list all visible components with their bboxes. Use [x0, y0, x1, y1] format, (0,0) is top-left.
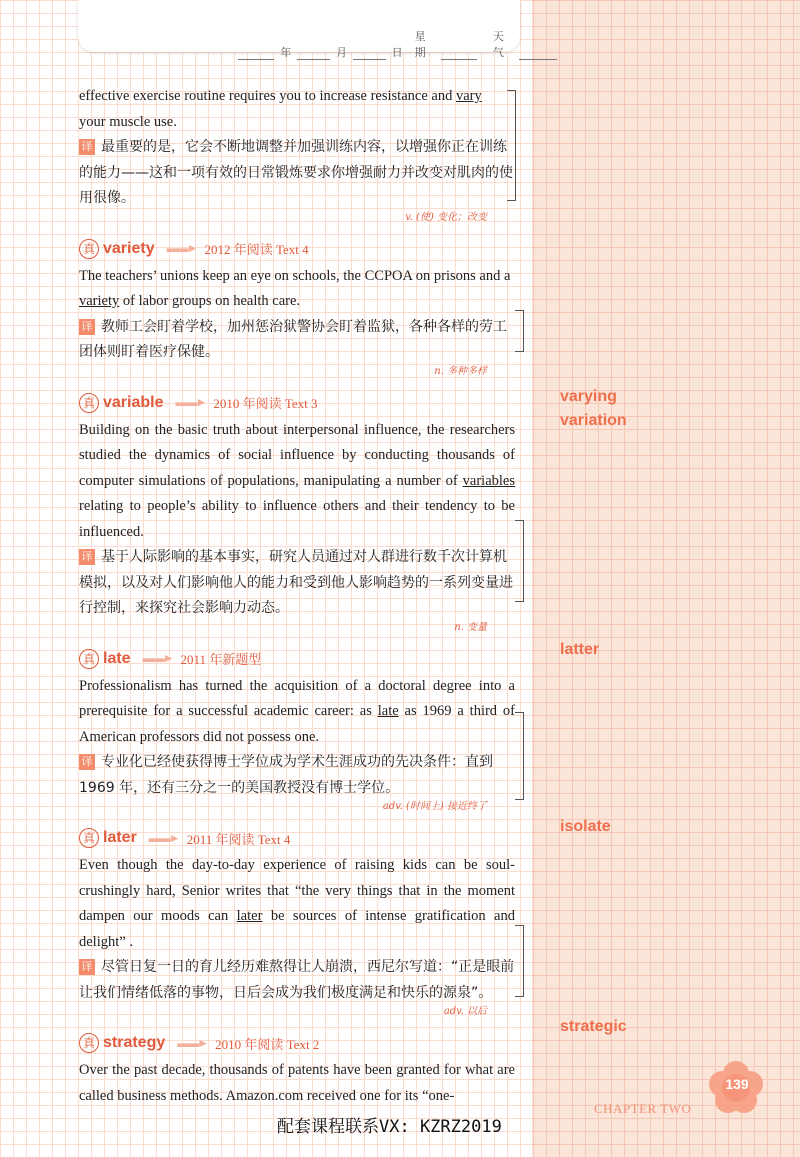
entry-source: 2012 年阅读 Text 4	[204, 242, 309, 257]
month-label: 月	[335, 46, 347, 59]
arrow-icon: ▬▬►	[166, 241, 197, 255]
zhen-badge: 真	[79, 649, 99, 669]
entry-heading	[79, 1032, 515, 1054]
entry-word: late	[103, 649, 131, 667]
zhen-badge: 真	[79, 1033, 99, 1053]
entry-keyword: late	[377, 703, 399, 719]
day-label: 日	[391, 46, 403, 59]
entry-translation: 译 基于人际影响的基本事实，研究人员通过对人群进行数千次计算机模拟，以及对人们影响他人的能力和受到他人影响趋势的一系列变量进行控制，来探究社会影响力动态。	[79, 549, 513, 616]
entry-translation: 译 尽管日复一日的育儿经历难熬得让人崩溃，西尼尔写道：“正是眼前让我们情绪低落的事物，日后会成为我们极度满足和快乐的源泉”。	[79, 959, 515, 1001]
weather-label: 天气	[492, 30, 504, 59]
sidebar-word-variation: variation	[560, 412, 627, 429]
entry-word: later	[103, 829, 137, 846]
translate-badge: 译	[79, 319, 95, 335]
entry-source: 2010 年阅读 Text 3	[213, 396, 318, 411]
entry-note: adv. (时间上) 接近终了	[382, 801, 487, 812]
intro-note: v. (使) 变化；改变	[405, 211, 487, 223]
entry-keyword: later	[236, 908, 263, 924]
sidebar-word-isolate: isolate	[560, 818, 611, 835]
translate-badge: 译	[79, 549, 95, 565]
entry-strategy	[79, 1032, 515, 1109]
entry-keyword: variables	[462, 472, 515, 489]
entry-sentence: Even though the day-to-day experience of raising kids can be soul-crushingly hard, Senior writes that “the very things that in the moment dampen our moods can later be sources of intense gratification and delight” .	[79, 857, 515, 950]
entry-word: variety	[103, 239, 155, 257]
entry-late	[79, 648, 515, 814]
translate-badge: 译	[79, 754, 95, 770]
bracket-line	[515, 310, 524, 352]
entry-note: n. 变量	[454, 621, 487, 633]
sidebar-word-varying: varying	[560, 388, 617, 405]
entry-word: variable	[103, 393, 164, 411]
intro-sentence: effective exercise routine requires you to increase resistance and vary your muscle use.	[79, 88, 482, 130]
translate-badge: 译	[79, 959, 95, 975]
entry-note: adv. 以后	[443, 1006, 487, 1017]
weekday-label: 星期	[414, 30, 426, 59]
page-number: 139	[725, 1076, 749, 1092]
bracket-line	[507, 90, 516, 201]
zhen-badge: 真	[79, 239, 99, 259]
entry-keyword: variety	[79, 293, 120, 309]
arrow-icon: ▬▬►	[175, 395, 206, 409]
sidebar-word-latter: latter	[560, 641, 600, 658]
entry-translation: 译 专业化已经使获得博士学位成为学术生涯成功的先决条件：直到 1969 年，还有三分之一的美国教授没有博士学位。	[79, 754, 493, 796]
date-header-tab	[78, 0, 520, 59]
arrow-icon: ▬▬►	[148, 830, 179, 845]
sidebar-word-strategic: strategic	[560, 1018, 627, 1035]
entry-note: n. 多种多样	[434, 365, 487, 377]
date-line	[238, 28, 557, 60]
chapter-label: CHAPTER TWO	[594, 1101, 692, 1116]
entry-variable	[79, 392, 515, 634]
zhen-badge: 真	[79, 828, 99, 848]
entry-sentence: Over the past decade, thousands of patents have been granted for what are called business methods. Amazon.com received one for its “one-	[79, 1062, 515, 1104]
translate-badge: 译	[79, 139, 95, 155]
entry-sentence: Building on the basic truth about interpersonal influence, the researchers studied the dynamics of social influence by conducting thousands of computer simulations of populations, manipulating a number of variables relating to people’s ability to influence others and their tendency to be influenced.	[79, 421, 515, 540]
intro-keyword: vary	[455, 88, 482, 104]
entry-sentence: The teachers’ unions keep an eye on schools, the CCPOA on prisons and a variety of labor groups on health care.	[79, 267, 511, 309]
entry-translation: 译 教师工会盯着学校，加州惩治狱警协会盯着监狱，各种各样的劳工团体则盯着医疗保健。	[79, 318, 507, 360]
zhen-badge: 真	[79, 393, 99, 413]
entry-heading	[79, 827, 515, 849]
entry-heading	[79, 648, 515, 670]
arrow-icon: ▬▬►	[142, 651, 173, 665]
intro-translation: 译 最重要的是，它会不断地调整并加强训练内容，以增强你正在训练的能力——这和一项有效的日常锻炼要求你增强耐力并改变对肌肉的使用很像。	[79, 139, 513, 206]
entry-source: 2011 年阅读 Text 4	[186, 831, 291, 847]
entry-heading	[79, 238, 515, 260]
entry-later	[79, 827, 515, 1018]
entry-source: 2011 年新题型	[180, 652, 262, 667]
main-content	[79, 84, 515, 1109]
entry-sentence: Professionalism has turned the acquisition of a doctoral degree into a prerequisite for a successful academic career: as late as 1969 a third of American professors did not possess one.	[79, 677, 516, 745]
year-label: 年	[280, 46, 292, 59]
bracket-line	[515, 925, 524, 997]
intro-block	[79, 84, 515, 224]
bracket-line	[515, 520, 524, 602]
entry-word: strategy	[103, 1034, 166, 1051]
arrow-icon: ▬▬►	[177, 1035, 208, 1050]
entry-source: 2010 年阅读 Text 2	[215, 1036, 320, 1052]
bracket-line	[515, 712, 524, 800]
entry-variety	[79, 238, 515, 378]
footer-contact: 配套课程联系VX: KZRZ2019	[277, 1117, 502, 1137]
entry-heading	[79, 392, 515, 414]
